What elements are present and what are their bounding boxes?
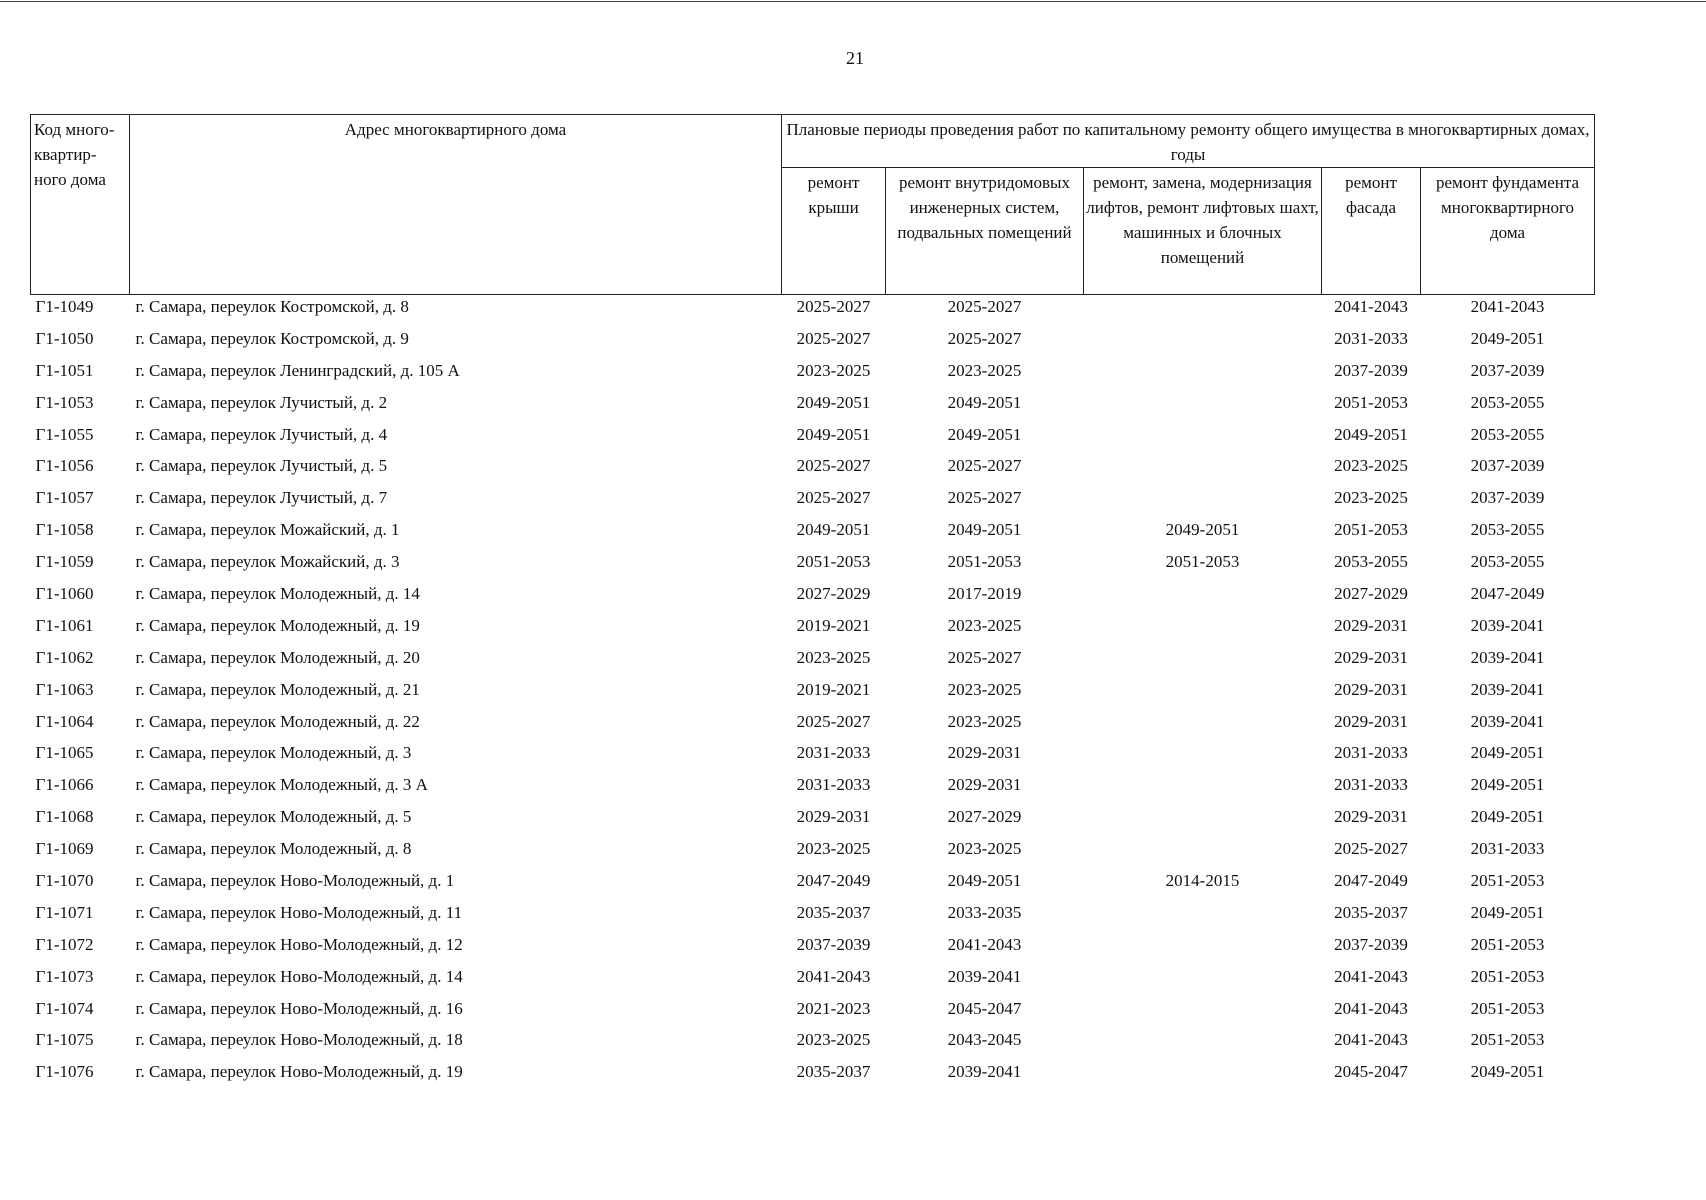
row-roof: 2031-2033 bbox=[796, 743, 871, 763]
row-foundation: 2049-2051 bbox=[1470, 1062, 1545, 1082]
row-lifts bbox=[1084, 614, 1322, 646]
row-address: г. Самара, переулок Молодежный, д. 20 bbox=[135, 647, 420, 667]
row-address: г. Самара, переулок Ново-Молодежный, д. 11 bbox=[135, 902, 463, 922]
row-systems: 2023-2025 bbox=[947, 360, 1022, 380]
row-lifts bbox=[1084, 901, 1322, 933]
row-lifts bbox=[1084, 423, 1322, 455]
table-row bbox=[31, 486, 1595, 518]
row-facade: 2023-2025 bbox=[1334, 488, 1408, 508]
row-address: г. Самара, переулок Молодежный, д. 19 bbox=[135, 615, 420, 635]
row-systems: 2025-2027 bbox=[947, 647, 1022, 667]
table-row bbox=[31, 582, 1595, 614]
row-facade: 2029-2031 bbox=[1334, 647, 1408, 667]
row-facade: 2025-2027 bbox=[1334, 839, 1408, 859]
row-foundation: 2031-2033 bbox=[1470, 839, 1545, 859]
row-address: г. Самара, переулок Ленинградский, д. 105 А bbox=[135, 360, 460, 380]
row-code: Г1-1068 bbox=[35, 807, 94, 827]
table-row bbox=[31, 773, 1595, 805]
row-foundation: 2051-2053 bbox=[1470, 934, 1545, 954]
row-systems: 2051-2053 bbox=[947, 552, 1022, 572]
row-code: Г1-1075 bbox=[35, 1030, 94, 1050]
table-row bbox=[31, 646, 1595, 678]
row-lifts bbox=[1084, 710, 1322, 742]
row-lifts: 2049-2051 bbox=[1165, 520, 1240, 540]
row-address: г. Самара, переулок Молодежный, д. 3 bbox=[135, 743, 412, 763]
row-roof: 2025-2027 bbox=[796, 297, 871, 316]
row-roof: 2027-2029 bbox=[796, 584, 871, 604]
row-facade: 2035-2037 bbox=[1334, 902, 1408, 922]
row-systems: 2027-2029 bbox=[947, 807, 1022, 827]
row-code: Г1-1049 bbox=[35, 297, 94, 316]
row-foundation: 2037-2039 bbox=[1470, 360, 1545, 380]
row-code: Г1-1069 bbox=[35, 839, 94, 859]
row-foundation: 2037-2039 bbox=[1470, 456, 1545, 476]
table-row bbox=[31, 423, 1595, 455]
row-systems: 2049-2051 bbox=[947, 392, 1022, 412]
row-foundation: 2039-2041 bbox=[1470, 679, 1545, 699]
row-lifts bbox=[1084, 678, 1322, 710]
row-address: г. Самара, переулок Лучистый, д. 5 bbox=[135, 456, 388, 476]
row-systems: 2045-2047 bbox=[947, 998, 1022, 1018]
row-foundation: 2049-2051 bbox=[1470, 902, 1545, 922]
row-code: Г1-1066 bbox=[35, 775, 94, 795]
row-code: Г1-1064 bbox=[35, 711, 94, 731]
row-facade: 2031-2033 bbox=[1334, 743, 1408, 763]
row-address: г. Самара, переулок Можайский, д. 3 bbox=[135, 552, 400, 572]
row-systems: 2023-2025 bbox=[947, 711, 1022, 731]
row-code: Г1-1070 bbox=[35, 871, 94, 891]
row-roof: 2023-2025 bbox=[796, 839, 871, 859]
row-code: Г1-1056 bbox=[35, 456, 94, 476]
row-foundation: 2039-2041 bbox=[1470, 647, 1545, 667]
row-foundation: 2049-2051 bbox=[1470, 743, 1545, 763]
row-address: г. Самара, переулок Ново-Молодежный, д. 12 bbox=[135, 934, 463, 954]
row-facade: 2041-2043 bbox=[1334, 1030, 1408, 1050]
row-foundation: 2053-2055 bbox=[1470, 392, 1545, 412]
page-number: 21 bbox=[846, 48, 864, 68]
row-code: Г1-1065 bbox=[35, 743, 94, 763]
table-row bbox=[31, 741, 1595, 773]
row-facade: 2051-2053 bbox=[1334, 392, 1408, 412]
row-roof: 2023-2025 bbox=[796, 647, 871, 667]
table-row bbox=[31, 550, 1595, 582]
row-foundation: 2053-2055 bbox=[1470, 424, 1545, 444]
table-row bbox=[31, 997, 1595, 1029]
row-address: г. Самара, переулок Лучистый, д. 4 bbox=[135, 424, 388, 444]
header-address: Адрес многоквартирного дома bbox=[130, 115, 782, 295]
row-lifts bbox=[1084, 486, 1322, 518]
row-lifts bbox=[1084, 773, 1322, 805]
row-code: Г1-1073 bbox=[35, 966, 94, 986]
header-lifts: ремонт, замена, модернизация лифтов, ремонт лифтовых шахт, машинных и блочных помещений bbox=[1084, 168, 1322, 295]
row-code: Г1-1071 bbox=[35, 902, 94, 922]
row-roof: 2047-2049 bbox=[796, 871, 871, 891]
row-facade: 2029-2031 bbox=[1334, 615, 1408, 635]
row-roof: 2049-2051 bbox=[796, 520, 871, 540]
row-address: г. Самара, переулок Молодежный, д. 8 bbox=[135, 839, 412, 859]
table-row bbox=[31, 327, 1595, 359]
row-facade: 2053-2055 bbox=[1334, 552, 1408, 572]
row-roof: 2035-2037 bbox=[796, 902, 871, 922]
row-lifts bbox=[1084, 1060, 1322, 1092]
row-address: г. Самара, переулок Молодежный, д. 5 bbox=[135, 807, 412, 827]
row-roof: 2025-2027 bbox=[796, 488, 871, 508]
table-row bbox=[31, 454, 1595, 486]
row-systems: 2025-2027 bbox=[947, 328, 1022, 348]
table-row bbox=[31, 710, 1595, 742]
row-code: Г1-1061 bbox=[35, 615, 94, 635]
row-roof: 2041-2043 bbox=[796, 966, 871, 986]
table-row bbox=[31, 933, 1595, 965]
table-row bbox=[31, 614, 1595, 646]
row-lifts bbox=[1084, 965, 1322, 997]
row-lifts bbox=[1084, 837, 1322, 869]
row-address: г. Самара, переулок Можайский, д. 1 bbox=[135, 520, 400, 540]
header-foundation: ремонт фундамента многоквартирного дома bbox=[1421, 168, 1595, 295]
row-code: Г1-1050 bbox=[35, 328, 94, 348]
row-address: г. Самара, переулок Молодежный, д. 3 А bbox=[135, 775, 428, 795]
row-roof: 2025-2027 bbox=[796, 456, 871, 476]
row-systems: 2039-2041 bbox=[947, 966, 1022, 986]
row-foundation: 2053-2055 bbox=[1470, 552, 1545, 572]
row-roof: 2031-2033 bbox=[796, 775, 871, 795]
row-address: г. Самара, переулок Молодежный, д. 14 bbox=[135, 584, 420, 604]
row-lifts: 2014-2015 bbox=[1165, 871, 1240, 891]
row-systems: 2025-2027 bbox=[947, 456, 1022, 476]
row-foundation: 2047-2049 bbox=[1470, 584, 1545, 604]
row-address: г. Самара, переулок Ново-Молодежный, д. 14 bbox=[135, 966, 463, 986]
row-lifts bbox=[1084, 997, 1322, 1029]
row-facade: 2037-2039 bbox=[1334, 360, 1408, 380]
row-code: Г1-1055 bbox=[35, 424, 94, 444]
table-header bbox=[31, 115, 1595, 295]
row-systems: 2023-2025 bbox=[947, 615, 1022, 635]
top-scan-rule bbox=[0, 1, 1706, 2]
table-row bbox=[31, 1028, 1595, 1060]
table-row bbox=[31, 391, 1595, 423]
row-code: Г1-1051 bbox=[35, 360, 94, 380]
table-row bbox=[31, 518, 1595, 550]
row-lifts bbox=[1084, 454, 1322, 486]
table-row bbox=[31, 805, 1595, 837]
row-systems: 2025-2027 bbox=[947, 297, 1022, 316]
row-lifts bbox=[1084, 359, 1322, 391]
row-code: Г1-1057 bbox=[35, 488, 94, 508]
row-address: г. Самара, переулок Ново-Молодежный, д. 19 bbox=[135, 1062, 463, 1082]
row-facade: 2029-2031 bbox=[1334, 679, 1408, 699]
row-code: Г1-1072 bbox=[35, 934, 94, 954]
row-facade: 2031-2033 bbox=[1334, 775, 1408, 795]
row-address: г. Самара, переулок Костромской, д. 8 bbox=[135, 297, 409, 316]
row-lifts bbox=[1084, 295, 1322, 327]
row-facade: 2029-2031 bbox=[1334, 711, 1408, 731]
row-systems: 2025-2027 bbox=[947, 488, 1022, 508]
row-systems: 2043-2045 bbox=[947, 1030, 1022, 1050]
row-foundation: 2051-2053 bbox=[1470, 1030, 1545, 1050]
row-facade: 2023-2025 bbox=[1334, 456, 1408, 476]
row-code: Г1-1074 bbox=[35, 998, 94, 1018]
row-systems: 2049-2051 bbox=[947, 871, 1022, 891]
row-address: г. Самара, переулок Костромской, д. 9 bbox=[135, 328, 409, 348]
table-row bbox=[31, 965, 1595, 997]
row-code: Г1-1062 bbox=[35, 647, 94, 667]
row-systems: 2039-2041 bbox=[947, 1062, 1022, 1082]
header-facade: ремонт фасада bbox=[1322, 168, 1421, 295]
table-row bbox=[31, 1060, 1595, 1092]
row-facade: 2031-2033 bbox=[1334, 328, 1408, 348]
row-facade: 2037-2039 bbox=[1334, 934, 1408, 954]
row-roof: 2049-2051 bbox=[796, 424, 871, 444]
row-foundation: 2051-2053 bbox=[1470, 966, 1545, 986]
row-lifts bbox=[1084, 327, 1322, 359]
row-facade: 2029-2031 bbox=[1334, 807, 1408, 827]
header-code: Код много-квартир-ного дома bbox=[31, 115, 130, 295]
row-foundation: 2039-2041 bbox=[1470, 711, 1545, 731]
row-address: г. Самара, переулок Ново-Молодежный, д. 16 bbox=[135, 998, 463, 1018]
row-foundation: 2051-2053 bbox=[1470, 998, 1545, 1018]
row-roof: 2037-2039 bbox=[796, 934, 871, 954]
row-address: г. Самара, переулок Ново-Молодежный, д. 18 bbox=[135, 1030, 463, 1050]
row-lifts bbox=[1084, 933, 1322, 965]
row-facade: 2041-2043 bbox=[1334, 297, 1408, 316]
row-foundation: 2049-2051 bbox=[1470, 775, 1545, 795]
row-foundation: 2037-2039 bbox=[1470, 488, 1545, 508]
table-row bbox=[31, 295, 1595, 327]
row-foundation: 2053-2055 bbox=[1470, 520, 1545, 540]
row-lifts bbox=[1084, 805, 1322, 837]
row-roof: 2025-2027 bbox=[796, 711, 871, 731]
table-row bbox=[31, 837, 1595, 869]
row-address: г. Самара, переулок Ново-Молодежный, д. 1 bbox=[135, 871, 455, 891]
row-roof: 2025-2027 bbox=[796, 328, 871, 348]
header-systems: ремонт внутридомовых инженерных систем, подвальных помещений bbox=[886, 168, 1084, 295]
row-roof: 2049-2051 bbox=[796, 392, 871, 412]
row-roof: 2023-2025 bbox=[796, 1030, 871, 1050]
row-code: Г1-1059 bbox=[35, 552, 94, 572]
table-body bbox=[31, 295, 1595, 1093]
row-systems: 2017-2019 bbox=[947, 584, 1022, 604]
header-roof: ремонт крыши bbox=[782, 168, 886, 295]
row-foundation: 2049-2051 bbox=[1470, 807, 1545, 827]
row-roof: 2035-2037 bbox=[796, 1062, 871, 1082]
table-row bbox=[31, 869, 1595, 901]
row-facade: 2047-2049 bbox=[1334, 871, 1408, 891]
row-systems: 2029-2031 bbox=[947, 775, 1022, 795]
row-foundation: 2041-2043 bbox=[1470, 297, 1545, 316]
row-address: г. Самара, переулок Лучистый, д. 2 bbox=[135, 392, 388, 412]
row-roof: 2019-2021 bbox=[796, 615, 871, 635]
row-foundation: 2051-2053 bbox=[1470, 871, 1545, 891]
row-code: Г1-1053 bbox=[35, 392, 94, 412]
row-lifts bbox=[1084, 646, 1322, 678]
table-row bbox=[31, 901, 1595, 933]
row-roof: 2029-2031 bbox=[796, 807, 871, 827]
table-row bbox=[31, 678, 1595, 710]
row-roof: 2021-2023 bbox=[796, 998, 871, 1018]
row-systems: 2029-2031 bbox=[947, 743, 1022, 763]
row-lifts: 2051-2053 bbox=[1165, 552, 1240, 572]
row-code: Г1-1063 bbox=[35, 679, 94, 699]
row-code: Г1-1058 bbox=[35, 520, 94, 540]
row-systems: 2049-2051 bbox=[947, 424, 1022, 444]
row-address: г. Самара, переулок Молодежный, д. 22 bbox=[135, 711, 420, 731]
row-lifts bbox=[1084, 582, 1322, 614]
row-systems: 2023-2025 bbox=[947, 839, 1022, 859]
row-systems: 2049-2051 bbox=[947, 520, 1022, 540]
row-systems: 2041-2043 bbox=[947, 934, 1022, 954]
row-lifts bbox=[1084, 1028, 1322, 1060]
row-foundation: 2039-2041 bbox=[1470, 615, 1545, 635]
row-facade: 2041-2043 bbox=[1334, 966, 1408, 986]
header-periods-group: Плановые периоды проведения работ по капитальному ремонту общего имущества в многоквартирных домах, годы bbox=[782, 115, 1595, 168]
row-systems: 2023-2025 bbox=[947, 679, 1022, 699]
row-code: Г1-1060 bbox=[35, 584, 94, 604]
row-lifts bbox=[1084, 741, 1322, 773]
repair-schedule-table bbox=[30, 114, 1595, 1092]
row-facade: 2049-2051 bbox=[1334, 424, 1408, 444]
row-address: г. Самара, переулок Лучистый, д. 7 bbox=[135, 488, 388, 508]
table-row bbox=[31, 359, 1595, 391]
row-facade: 2051-2053 bbox=[1334, 520, 1408, 540]
row-code: Г1-1076 bbox=[35, 1062, 94, 1082]
row-systems: 2033-2035 bbox=[947, 902, 1022, 922]
row-address: г. Самара, переулок Молодежный, д. 21 bbox=[135, 679, 420, 699]
row-facade: 2027-2029 bbox=[1334, 584, 1408, 604]
row-roof: 2023-2025 bbox=[796, 360, 871, 380]
row-facade: 2045-2047 bbox=[1334, 1062, 1408, 1082]
row-foundation: 2049-2051 bbox=[1470, 328, 1545, 348]
row-roof: 2019-2021 bbox=[796, 679, 871, 699]
row-lifts bbox=[1084, 391, 1322, 423]
row-roof: 2051-2053 bbox=[796, 552, 871, 572]
row-facade: 2041-2043 bbox=[1334, 998, 1408, 1018]
